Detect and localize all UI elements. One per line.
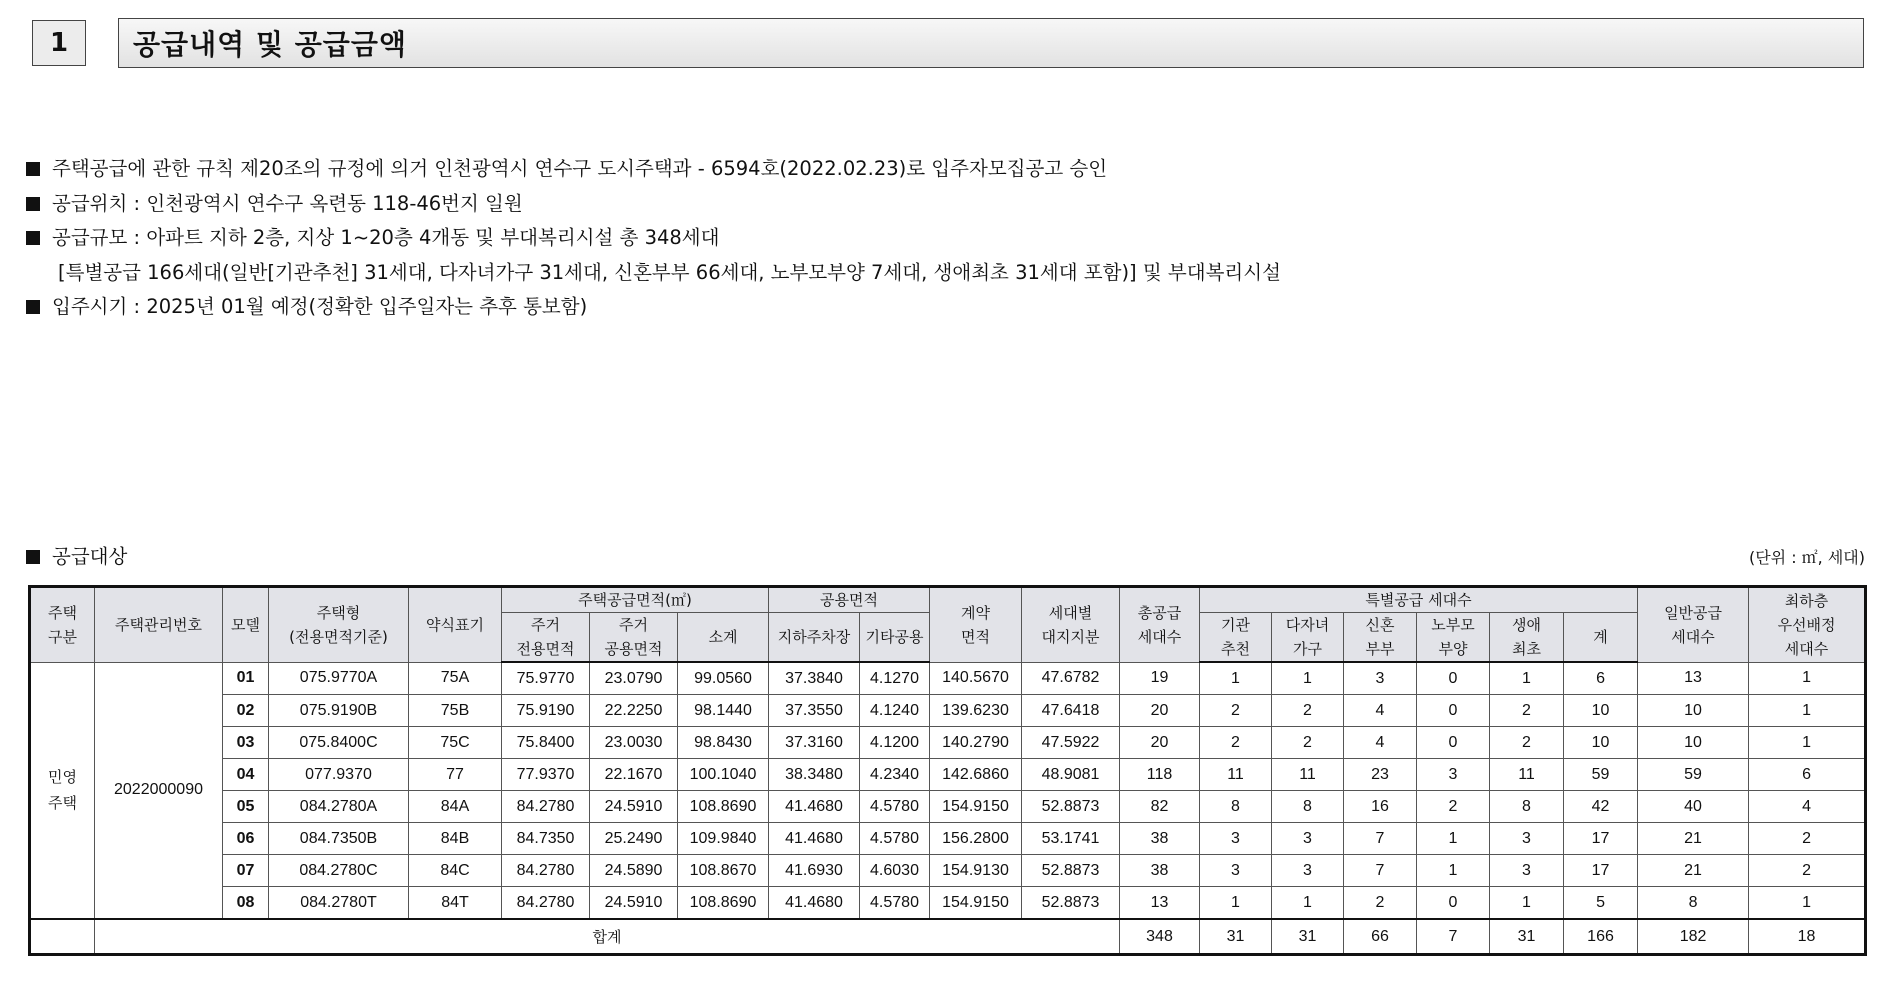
table-cell: 47.6782 <box>1022 662 1120 695</box>
header-mgmt-no: 주택관리번호 <box>95 587 223 663</box>
table-cell: 75B <box>409 695 502 727</box>
header-inst: 기관 추천 <box>1200 613 1272 663</box>
table-cell: 2 <box>1344 887 1417 920</box>
section-number: 1 <box>32 20 86 66</box>
table-cell: 75.8400 <box>502 727 590 759</box>
header-parking: 지하주차장 <box>769 613 860 663</box>
table-cell: 3 <box>1344 662 1417 695</box>
table-cell: 8 <box>1638 887 1749 920</box>
table-cell: 47.5922 <box>1022 727 1120 759</box>
table-cell: 2 <box>1200 727 1272 759</box>
table-cell: 7 <box>1344 855 1417 887</box>
total-label: 합계 <box>95 919 1120 955</box>
table-cell: 41.4680 <box>769 823 860 855</box>
header-special-supply: 특별공급 세대수 <box>1200 587 1638 613</box>
table-cell: 154.9150 <box>930 791 1022 823</box>
table-cell: 156.2800 <box>930 823 1022 855</box>
table-cell: 108.8690 <box>678 887 769 920</box>
table-cell: 4.6030 <box>860 855 930 887</box>
table-cell: 1 <box>1490 662 1564 695</box>
total-cell: 66 <box>1344 919 1417 955</box>
total-cell: 31 <box>1272 919 1344 955</box>
table-cell: 3 <box>1272 855 1344 887</box>
table-cell: 41.4680 <box>769 791 860 823</box>
header-elderly: 노부모 부양 <box>1417 613 1490 663</box>
table-cell: 23 <box>1344 759 1417 791</box>
unit-note: (단위 : ㎡, 세대) <box>1748 548 1865 567</box>
model-cell: 01 <box>223 662 269 695</box>
table-cell: 42 <box>1564 791 1638 823</box>
table-cell: 3 <box>1417 759 1490 791</box>
table-cell: 8 <box>1200 791 1272 823</box>
table-cell: 109.9840 <box>678 823 769 855</box>
table-cell: 84C <box>409 855 502 887</box>
table-cell: 84.2780 <box>502 855 590 887</box>
model-cell: 07 <box>223 855 269 887</box>
table-cell: 59 <box>1638 759 1749 791</box>
table-cell: 154.9130 <box>930 855 1022 887</box>
table-cell: 0 <box>1417 727 1490 759</box>
bullet-square-icon <box>26 231 40 245</box>
table-cell: 2 <box>1490 695 1564 727</box>
header-abbr: 약식표기 <box>409 587 502 663</box>
table-cell: 25.2490 <box>590 823 678 855</box>
table-cell: 2 <box>1200 695 1272 727</box>
table-cell: 48.9081 <box>1022 759 1120 791</box>
note-item: 공급위치 : 인천광역시 연수구 옥련동 118-46번지 일원 <box>26 187 1281 222</box>
note-continuation: [특별공급 166세대(일반[기관추천] 31세대, 다자녀가구 31세대, 신혼부부 66세대, 노부모부양 7세대, 생애최초 31세대 포함)] 및 부대복리시설 <box>58 260 1281 284</box>
note-item: 주택공급에 관한 규칙 제20조의 규정에 의거 인천광역시 연수구 도시주택과 - 6594호(2022.02.23)로 입주자모집공고 승인 <box>26 152 1281 187</box>
model-cell: 05 <box>223 791 269 823</box>
header-newlywed: 신혼 부부 <box>1344 613 1417 663</box>
header-first: 생애 최초 <box>1490 613 1564 663</box>
table-cell: 3 <box>1490 823 1564 855</box>
model-cell: 04 <box>223 759 269 791</box>
table-cell: 139.6230 <box>930 695 1022 727</box>
table-cell: 084.2780A <box>269 791 409 823</box>
table-cell: 37.3550 <box>769 695 860 727</box>
table-cell: 084.2780T <box>269 887 409 920</box>
mgmt-number: 2022000090 <box>95 662 223 919</box>
table-cell: 75.9190 <box>502 695 590 727</box>
group-label: 민영 주택 <box>30 662 95 919</box>
table-cell: 17 <box>1564 823 1638 855</box>
total-blank-cell <box>30 919 95 955</box>
table-cell: 075.9770A <box>269 662 409 695</box>
table-cell: 0 <box>1417 662 1490 695</box>
table-row <box>30 727 1866 759</box>
table-cell: 24.5910 <box>590 791 678 823</box>
model-cell: 02 <box>223 695 269 727</box>
table-cell: 0 <box>1417 887 1490 920</box>
bullet-square-icon <box>26 197 40 211</box>
table-cell: 4 <box>1749 791 1866 823</box>
table-cell: 98.8430 <box>678 727 769 759</box>
table-cell: 84T <box>409 887 502 920</box>
table-cell: 77 <box>409 759 502 791</box>
table-cell: 084.7350B <box>269 823 409 855</box>
supply-table <box>28 585 1867 956</box>
table-cell: 7 <box>1344 823 1417 855</box>
table-cell: 10 <box>1638 695 1749 727</box>
table-cell: 24.5890 <box>590 855 678 887</box>
table-cell: 22.2250 <box>590 695 678 727</box>
header-other-common: 공용면적 <box>769 587 930 613</box>
table-cell: 1 <box>1417 823 1490 855</box>
total-cell: 348 <box>1120 919 1200 955</box>
header-model: 모델 <box>223 587 269 663</box>
note-item: 입주시기 : 2025년 01월 예정(정확한 입주일자는 추후 통보함) <box>26 290 1281 325</box>
table-cell: 4.1270 <box>860 662 930 695</box>
table-cell: 11 <box>1200 759 1272 791</box>
table-cell: 1 <box>1417 855 1490 887</box>
table-cell: 3 <box>1490 855 1564 887</box>
header-lowest: 최하층 우선배정 세대수 <box>1749 587 1866 663</box>
table-cell: 37.3160 <box>769 727 860 759</box>
table-cell: 82 <box>1120 791 1200 823</box>
table-cell: 2 <box>1749 855 1866 887</box>
table-cell: 154.9150 <box>930 887 1022 920</box>
table-cell: 2 <box>1490 727 1564 759</box>
header-subtotal: 소계 <box>678 613 769 663</box>
table-cell: 13 <box>1638 662 1749 695</box>
table-cell: 84.2780 <box>502 791 590 823</box>
table-cell: 1 <box>1749 695 1866 727</box>
table-cell: 084.2780C <box>269 855 409 887</box>
table-cell: 0 <box>1417 695 1490 727</box>
total-cell: 7 <box>1417 919 1490 955</box>
bullet-square-icon <box>26 300 40 314</box>
total-row <box>30 919 1866 955</box>
header-land-share: 세대별 대지지분 <box>1022 587 1120 663</box>
table-cell: 52.8873 <box>1022 855 1120 887</box>
table-cell: 52.8873 <box>1022 887 1120 920</box>
table-cell: 108.8690 <box>678 791 769 823</box>
table-cell: 100.1040 <box>678 759 769 791</box>
table-row <box>30 695 1866 727</box>
table-cell: 84A <box>409 791 502 823</box>
table-cell: 3 <box>1272 823 1344 855</box>
table-cell: 21 <box>1638 823 1749 855</box>
table-cell: 1 <box>1490 887 1564 920</box>
table-cell: 11 <box>1490 759 1564 791</box>
table-cell: 4.5780 <box>860 887 930 920</box>
table-cell: 140.2790 <box>930 727 1022 759</box>
table-cell: 5 <box>1564 887 1638 920</box>
table-row <box>30 887 1866 920</box>
table-cell: 84B <box>409 823 502 855</box>
total-cell: 31 <box>1200 919 1272 955</box>
note-item: 공급규모 : 아파트 지하 2층, 지상 1~20층 4개동 및 부대복리시설 총 348세대 <box>26 221 1281 256</box>
header-multi: 다자녀 가구 <box>1272 613 1344 663</box>
table-cell: 4.1200 <box>860 727 930 759</box>
table-cell: 075.8400C <box>269 727 409 759</box>
table-cell: 8 <box>1490 791 1564 823</box>
table-cell: 142.6860 <box>930 759 1022 791</box>
header-house-type: 주택형 (전용면적기준) <box>269 587 409 663</box>
header-total-units: 총공급 세대수 <box>1120 587 1200 663</box>
table-cell: 3 <box>1200 855 1272 887</box>
table-row <box>30 662 1866 695</box>
table-cell: 8 <box>1272 791 1344 823</box>
table-cell: 6 <box>1749 759 1866 791</box>
table-cell: 6 <box>1564 662 1638 695</box>
table-cell: 99.0560 <box>678 662 769 695</box>
header-excl-area: 주거 전용면적 <box>502 613 590 663</box>
table-cell: 4 <box>1344 727 1417 759</box>
table-cell: 10 <box>1638 727 1749 759</box>
header-sum: 계 <box>1564 613 1638 663</box>
table-cell: 4 <box>1344 695 1417 727</box>
model-cell: 03 <box>223 727 269 759</box>
header-housing-type: 주택 구분 <box>30 587 95 663</box>
table-cell: 2 <box>1272 727 1344 759</box>
table-cell: 2 <box>1417 791 1490 823</box>
header-common-area: 주거 공용면적 <box>590 613 678 663</box>
table-cell: 23.0790 <box>590 662 678 695</box>
table-cell: 23.0030 <box>590 727 678 759</box>
table-cell: 3 <box>1200 823 1272 855</box>
table-cell: 22.1670 <box>590 759 678 791</box>
table-cell: 40 <box>1638 791 1749 823</box>
table-row <box>30 823 1866 855</box>
header-contract-area: 계약 면적 <box>930 587 1022 663</box>
table-cell: 98.1440 <box>678 695 769 727</box>
header-general: 일반공급 세대수 <box>1638 587 1749 663</box>
table-cell: 47.6418 <box>1022 695 1120 727</box>
table-cell: 10 <box>1564 727 1638 759</box>
bullet-square-icon <box>26 162 40 176</box>
table-cell: 38.3480 <box>769 759 860 791</box>
table-cell: 13 <box>1120 887 1200 920</box>
table-cell: 4.5780 <box>860 823 930 855</box>
bullet-square-icon <box>26 550 40 564</box>
table-cell: 20 <box>1120 695 1200 727</box>
table-cell: 1 <box>1200 662 1272 695</box>
total-cell: 31 <box>1490 919 1564 955</box>
table-cell: 140.5670 <box>930 662 1022 695</box>
table-cell: 19 <box>1120 662 1200 695</box>
table-cell: 11 <box>1272 759 1344 791</box>
table-cell: 75A <box>409 662 502 695</box>
table-cell: 077.9370 <box>269 759 409 791</box>
table-cell: 2 <box>1272 695 1344 727</box>
table-cell: 75.9770 <box>502 662 590 695</box>
table-row <box>30 759 1866 791</box>
table-cell: 38 <box>1120 855 1200 887</box>
table-cell: 075.9190B <box>269 695 409 727</box>
table-cell: 59 <box>1564 759 1638 791</box>
total-cell: 18 <box>1749 919 1866 955</box>
table-cell: 4.5780 <box>860 791 930 823</box>
table-cell: 1 <box>1200 887 1272 920</box>
table-cell: 1 <box>1272 662 1344 695</box>
notes-list <box>26 152 1281 325</box>
subheading: 공급대상 <box>26 541 127 569</box>
table-row <box>30 855 1866 887</box>
total-cell: 166 <box>1564 919 1638 955</box>
table-cell: 20 <box>1120 727 1200 759</box>
table-cell: 1 <box>1272 887 1344 920</box>
total-cell: 182 <box>1638 919 1749 955</box>
table-cell: 41.6930 <box>769 855 860 887</box>
table-cell: 21 <box>1638 855 1749 887</box>
table-cell: 4.2340 <box>860 759 930 791</box>
table-cell: 1 <box>1749 662 1866 695</box>
table-cell: 75C <box>409 727 502 759</box>
table-cell: 84.2780 <box>502 887 590 920</box>
table-cell: 53.1741 <box>1022 823 1120 855</box>
model-cell: 08 <box>223 887 269 920</box>
table-cell: 77.9370 <box>502 759 590 791</box>
header-other-use: 기타공용 <box>860 613 930 663</box>
table-cell: 4.1240 <box>860 695 930 727</box>
table-cell: 108.8670 <box>678 855 769 887</box>
table-cell: 38 <box>1120 823 1200 855</box>
table-cell: 1 <box>1749 727 1866 759</box>
table-cell: 10 <box>1564 695 1638 727</box>
table-cell: 16 <box>1344 791 1417 823</box>
table-cell: 17 <box>1564 855 1638 887</box>
header-supply-area: 주택공급면적(㎡) <box>502 587 769 613</box>
table-body <box>30 662 1866 955</box>
table-cell: 118 <box>1120 759 1200 791</box>
table-cell: 84.7350 <box>502 823 590 855</box>
table-cell: 41.4680 <box>769 887 860 920</box>
table-cell: 24.5910 <box>590 887 678 920</box>
section-title: 공급내역 및 공급금액 <box>118 18 1864 68</box>
table-cell: 1 <box>1749 887 1866 920</box>
table-cell: 2 <box>1749 823 1866 855</box>
table-cell: 37.3840 <box>769 662 860 695</box>
table-row <box>30 791 1866 823</box>
model-cell: 06 <box>223 823 269 855</box>
table-cell: 52.8873 <box>1022 791 1120 823</box>
